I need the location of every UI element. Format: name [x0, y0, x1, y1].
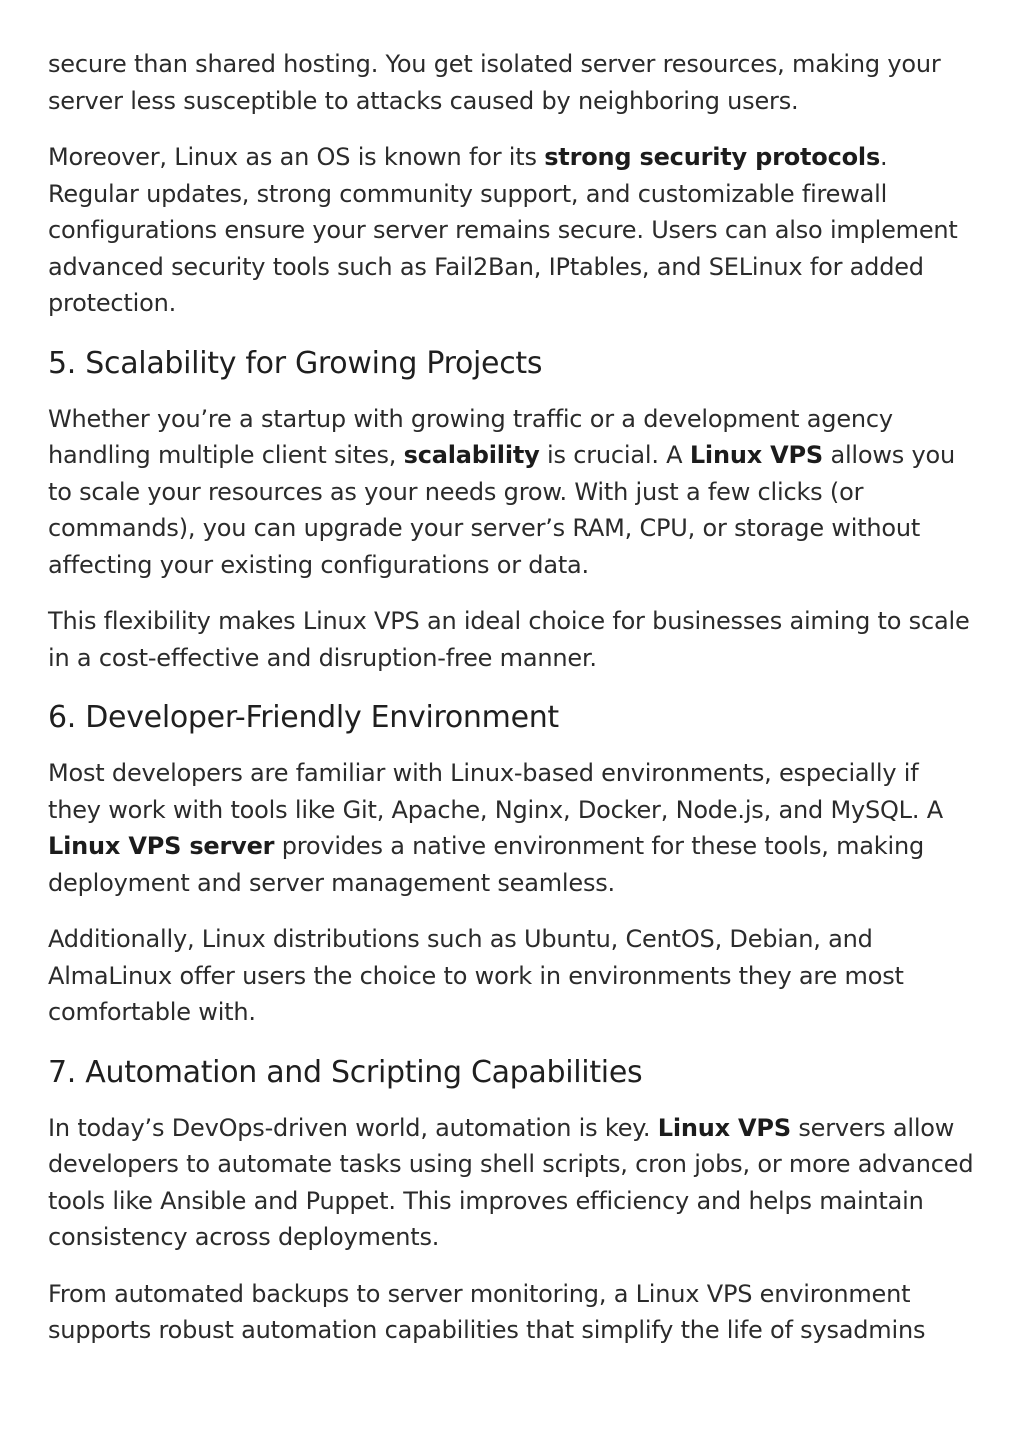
paragraph-text: provides a native environment for these tools, making deployment and server management seamless.	[48, 832, 925, 897]
paragraph-automation-2	[48, 1276, 974, 1349]
paragraph-text: . Regular updates, strong community support, and customizable firewall configurations ensure your server remains secure. Users can also implement advanced security tools such as Fail2Ban, IPtables, and SELinux for added protection.	[48, 143, 958, 317]
section-heading-scalability: 5. Scalability for Growing Projects	[48, 345, 543, 381]
paragraph-text: Moreover, Linux as an OS is known for its	[48, 143, 545, 171]
paragraph-security	[48, 139, 974, 322]
paragraph-scalability-1	[48, 401, 974, 584]
paragraph-text: Most developers are familiar with Linux-based environments, especially if they work with tools like Git, Apache, Nginx, Docker, Node.js, and MySQL. A	[48, 759, 943, 824]
bold-text: strong security protocols	[544, 143, 881, 171]
paragraph-text: This flexibility makes Linux VPS an ideal choice for businesses aiming to scale in a cost-effective and disruption-free manner.	[48, 607, 970, 672]
paragraph-text: servers allow developers to automate tasks using shell scripts, cron jobs, or more advanced tools like Ansible and Puppet. This improves efficiency and helps maintain consistency across deployments.	[48, 1113, 974, 1251]
paragraph-developer-2	[48, 921, 974, 1031]
paragraph-automation-1	[48, 1110, 974, 1256]
paragraph-text: Whether you’re a startup with growing traffic or a development agency handling multiple client sites,	[48, 404, 893, 469]
bold-text: scalability	[403, 441, 540, 469]
section-heading-automation: 7. Automation and Scripting Capabilities	[48, 1054, 643, 1090]
bold-text: Linux VPS	[689, 441, 824, 469]
paragraph-text: From automated backups to server monitoring, a Linux VPS environment supports robust automation capabilities that simplify the life of sysadmins	[48, 1279, 926, 1344]
paragraph-text: allows you to scale your resources as your needs grow. With just a few clicks (or commands), you can upgrade your server’s RAM, CPU, or storage without affecting your existing configurations or data.	[48, 441, 956, 579]
paragraph-developer-1	[48, 755, 974, 901]
paragraph-intro	[48, 46, 974, 119]
paragraph-text: is crucial. A	[539, 441, 690, 469]
paragraph-text: secure than shared hosting. You get isolated server resources, making your server less susceptible to attacks caused by neighboring users.	[48, 50, 941, 115]
section-heading-developer: 6. Developer-Friendly Environment	[48, 700, 559, 735]
paragraph-scalability-2	[48, 603, 974, 676]
bold-text: Linux VPS	[657, 1113, 791, 1142]
bold-text: Linux VPS server	[48, 832, 275, 860]
paragraph-text: In today’s DevOps-driven world, automation is key.	[48, 1113, 658, 1142]
paragraph-text: Additionally, Linux distributions such as Ubuntu, CentOS, Debian, and AlmaLinux offer users the choice to work in environments they are most comfortable with.	[48, 925, 904, 1026]
